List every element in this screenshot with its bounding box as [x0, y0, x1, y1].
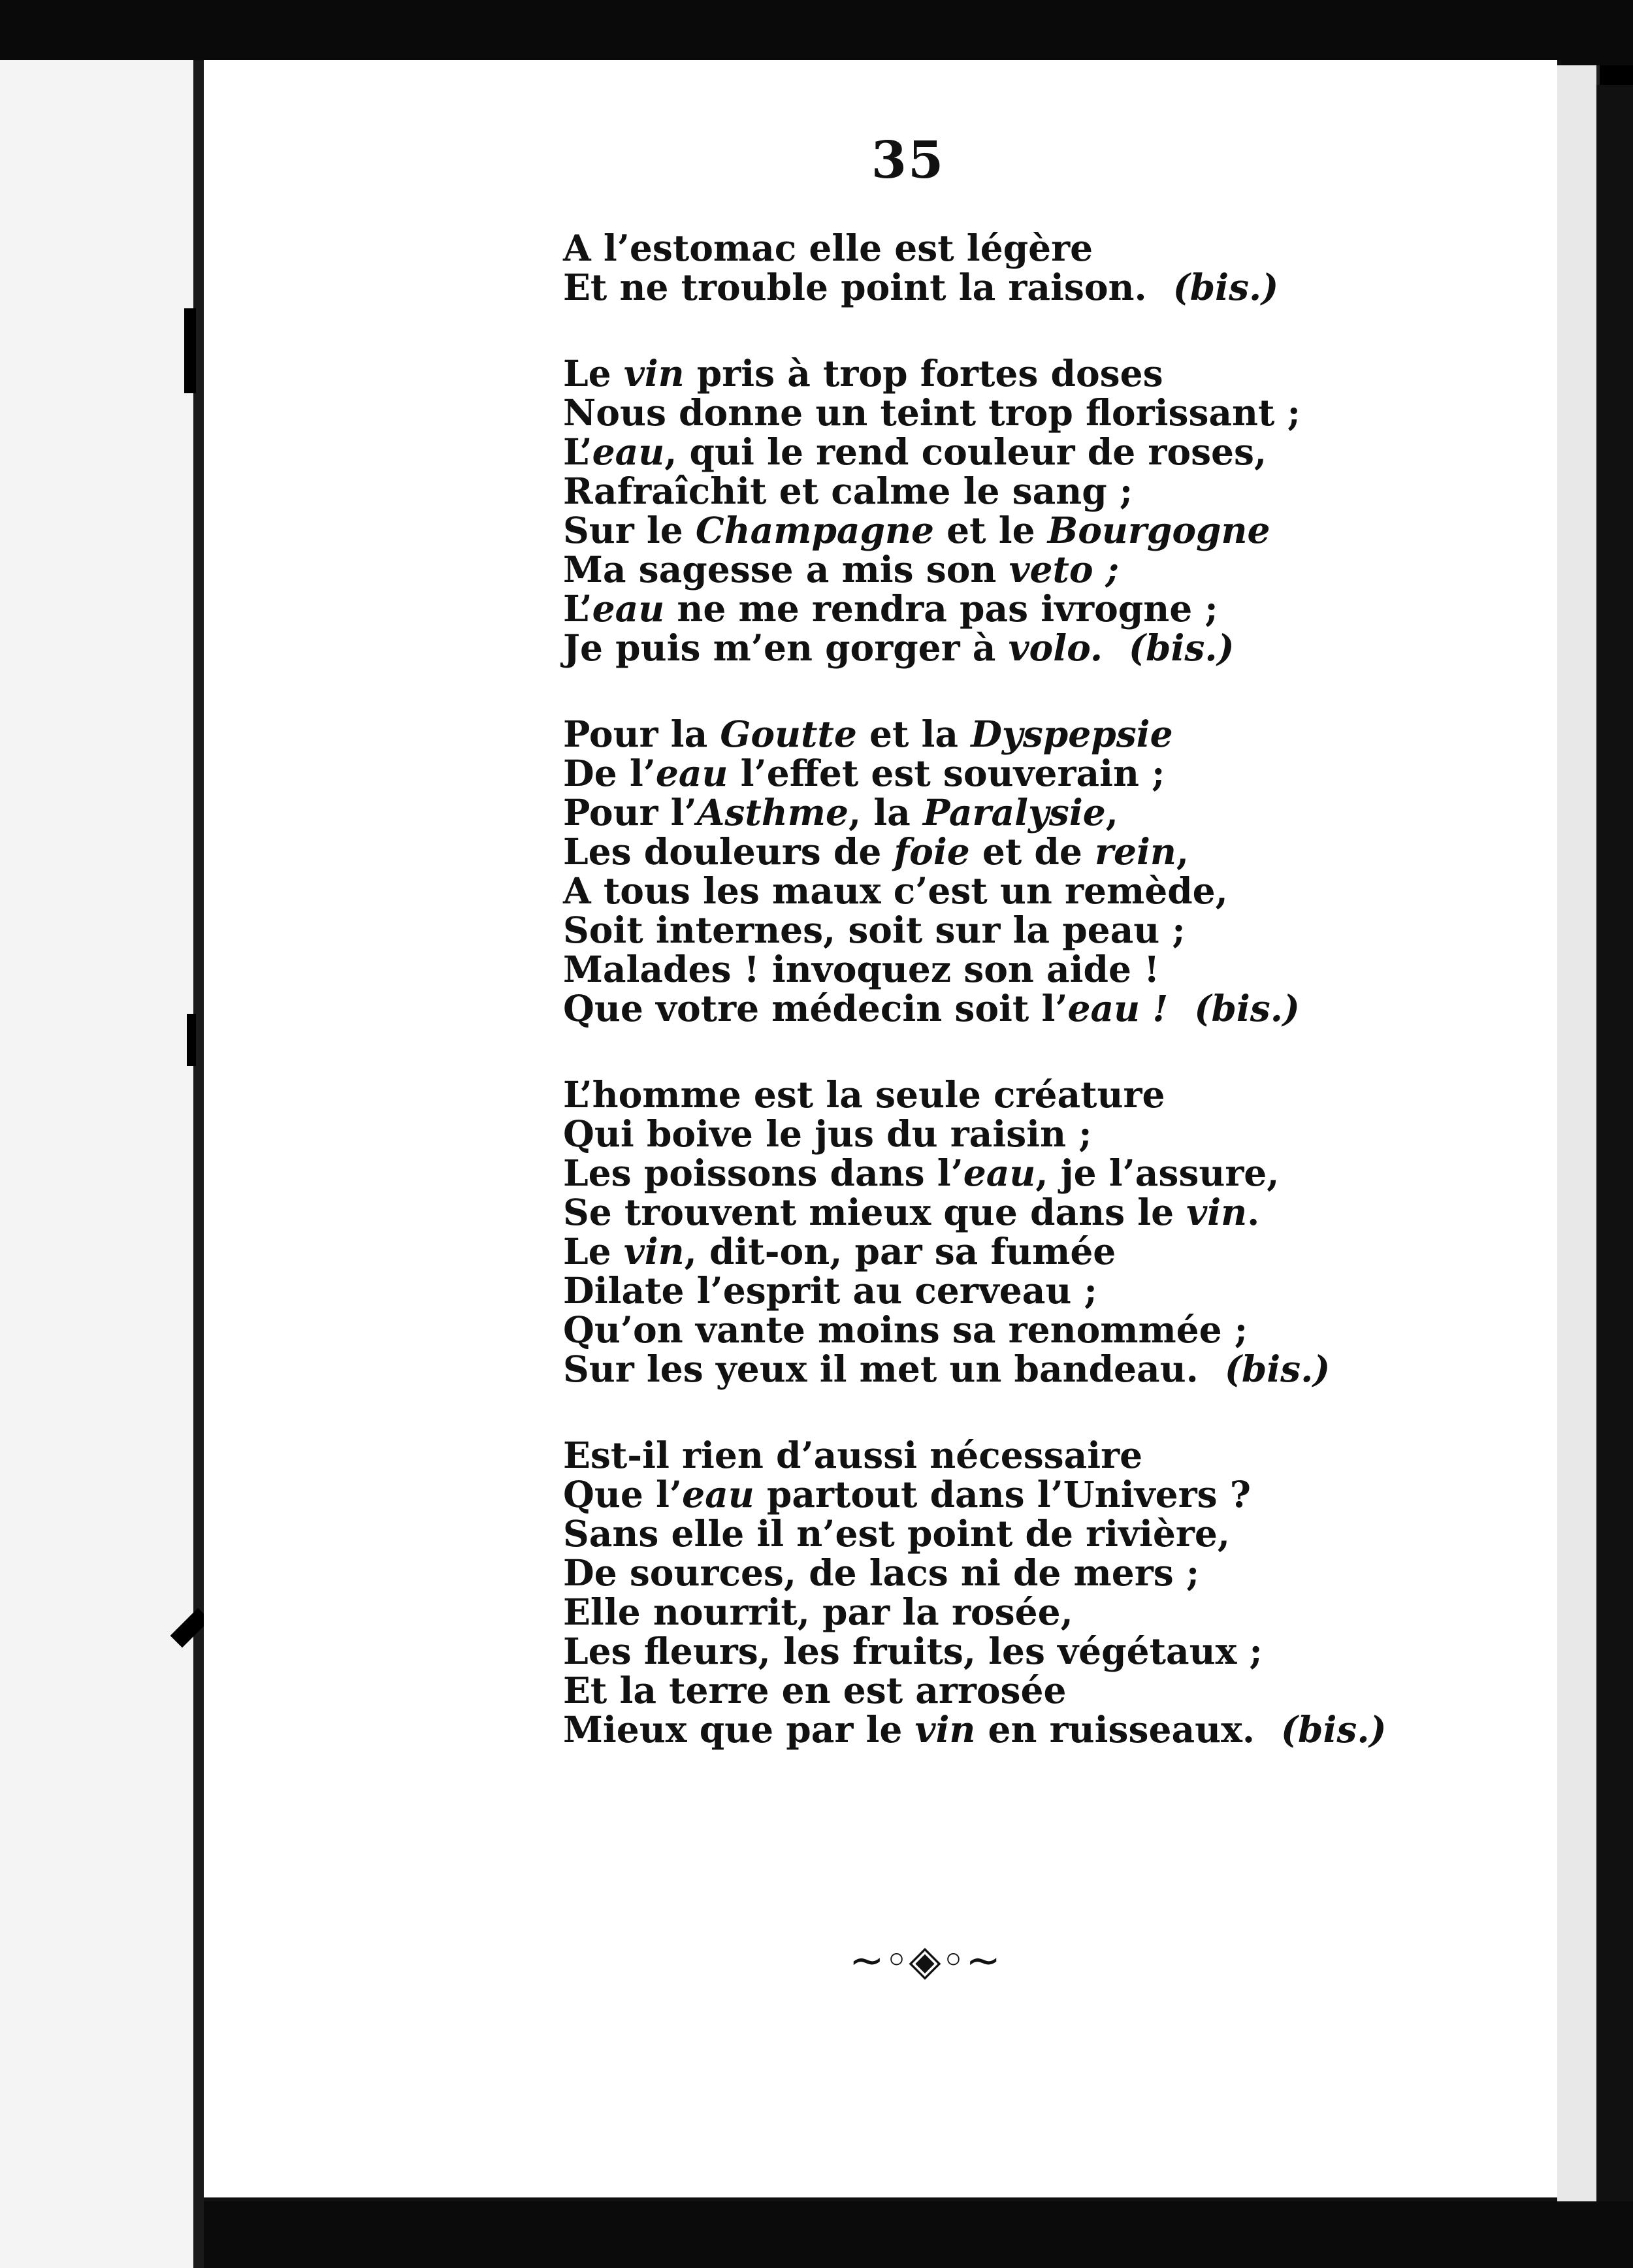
- scan-background-top: [0, 0, 1633, 65]
- verse-text-italic: volo.: [1008, 626, 1103, 669]
- verse-text: L’: [563, 587, 592, 630]
- verse-text: Ma sagesse a mis son: [563, 548, 1009, 591]
- verse-line: [563, 1514, 1412, 1553]
- verse-text-italic: vin: [1186, 1191, 1248, 1233]
- verse-line: [563, 1232, 1412, 1271]
- verse-text-italic: vin: [623, 352, 685, 395]
- verse-text-italic: eau: [592, 587, 665, 630]
- verse-text: ne me rendra pas ivrogne ;: [664, 587, 1218, 630]
- verse-text: Le: [563, 352, 624, 395]
- verse-text: partout dans l’Univers ?: [754, 1473, 1251, 1515]
- verse-line: [563, 871, 1412, 911]
- verse-line: [563, 550, 1412, 589]
- verse-text-italic: Asthme: [696, 791, 849, 834]
- verse-text-italic: Champagne: [695, 509, 935, 551]
- verse-line: [563, 1114, 1412, 1154]
- verse-text-italic: veto ;: [1009, 548, 1120, 591]
- verse-line: [563, 354, 1412, 393]
- verse-line: [563, 715, 1412, 754]
- verse-line: [563, 1553, 1412, 1593]
- verse-text-italic: vin: [914, 1708, 976, 1751]
- verse-line: [563, 393, 1412, 432]
- scan-background-right: [1596, 85, 1633, 2268]
- verse-text: et la: [856, 713, 971, 755]
- verse-text-italic: foie: [894, 830, 970, 873]
- verse-text: Rafraîchit et calme le sang ;: [563, 470, 1133, 512]
- verse-line: [563, 1671, 1412, 1710]
- facing-page-edge: [0, 60, 196, 2268]
- verse-text: L’homme est la seule créature: [563, 1073, 1165, 1116]
- verse-text: A l’estomac elle est légère: [563, 227, 1093, 269]
- verse-line: [563, 754, 1412, 793]
- verse-text: .: [1247, 1191, 1260, 1233]
- verse-text: ,: [1105, 791, 1118, 834]
- page-number: 35: [871, 131, 945, 190]
- verse-text: Dilate l’esprit au cerveau ;: [563, 1269, 1097, 1312]
- verse-text: Sans elle il n’est point de rivière,: [563, 1512, 1230, 1555]
- verse-line: [563, 229, 1412, 268]
- verse-text: , dit-on, par sa fumée: [684, 1230, 1116, 1272]
- verse-text: Je puis m’en gorger à: [563, 626, 1009, 669]
- verse-text-italic: eau: [592, 430, 665, 473]
- verse-text: et de: [969, 830, 1095, 873]
- verse-text-italic: Dyspepsie: [971, 713, 1173, 755]
- verse-line: [563, 432, 1412, 472]
- verse-line: [563, 1710, 1412, 1749]
- verse-text: Malades ! invoquez son aide !: [563, 948, 1160, 990]
- verse-text: Que l’: [563, 1473, 683, 1515]
- verse-line: [563, 1350, 1412, 1389]
- verse-line: [563, 628, 1412, 668]
- page-stack-edge: [1557, 65, 1600, 2201]
- verse-line: [563, 989, 1412, 1028]
- verse-text-italic: eau !: [1067, 987, 1169, 1029]
- verse-text: Pour la: [563, 713, 720, 755]
- scan-background-bottom: [204, 2201, 1633, 2268]
- verse-line: [563, 911, 1412, 950]
- verse-text: Mieux que par le: [563, 1708, 915, 1751]
- stanza: [563, 1436, 1412, 1749]
- gutter-mark: [187, 1014, 196, 1066]
- verse-line: [563, 1632, 1412, 1671]
- verse-text-italic: eau: [963, 1152, 1036, 1194]
- verse-line: [563, 1310, 1412, 1350]
- bis-marker: (bis.): [1194, 987, 1300, 1029]
- verse-text: Qu’on vante moins sa renommée ;: [563, 1308, 1248, 1351]
- verse-text: Est-il rien d’aussi nécessaire: [563, 1434, 1143, 1476]
- verse-text: Elle nourrit, par la rosée,: [563, 1591, 1073, 1633]
- stanza: [563, 354, 1412, 668]
- verse-text-italic: Paralysie: [922, 791, 1106, 834]
- verse-text: pris à trop fortes doses: [684, 352, 1163, 395]
- verse-line: [563, 511, 1412, 550]
- verse-text-italic: rein: [1095, 830, 1176, 873]
- verse-text: A tous les maux c’est un remède,: [563, 869, 1228, 912]
- verse-text-italic: eau: [682, 1473, 754, 1515]
- verse-text: , qui le rend couleur de roses,: [664, 430, 1267, 473]
- verse-text: Et la terre en est arrosée: [563, 1669, 1067, 1711]
- verse-line: [563, 1193, 1412, 1232]
- verse-line: [563, 1593, 1412, 1632]
- verse-text: Les douleurs de: [563, 830, 894, 873]
- verse-line: [563, 950, 1412, 989]
- verse-text: Pour l’: [563, 791, 697, 834]
- bis-marker: (bis.): [1281, 1708, 1387, 1751]
- verse-text: Le: [563, 1230, 624, 1272]
- stanza: [563, 1075, 1412, 1389]
- bis-marker: (bis.): [1128, 626, 1235, 669]
- binding-gutter: [193, 60, 204, 2268]
- verse-text: De l’: [563, 752, 656, 794]
- verse-text: ,: [1176, 830, 1189, 873]
- verse-text: Les fleurs, les fruits, les végétaux ;: [563, 1630, 1263, 1672]
- verse-text: Sur les yeux il met un bandeau.: [563, 1348, 1199, 1390]
- verse-line: [563, 472, 1412, 511]
- verse-text-italic: vin: [623, 1230, 685, 1272]
- gutter-mark: [184, 308, 196, 393]
- verse-text: Les poissons dans l’: [563, 1152, 963, 1194]
- verse-text: , la: [848, 791, 923, 834]
- verse-line: [563, 1154, 1412, 1193]
- verse-text: Et ne trouble point la raison.: [563, 266, 1147, 308]
- verse-line: [563, 589, 1412, 628]
- stanza: [563, 229, 1412, 307]
- verse-text: en ruisseaux.: [975, 1708, 1255, 1751]
- bis-marker: (bis.): [1172, 266, 1279, 308]
- verse-text: Soit internes, soit sur la peau ;: [563, 909, 1186, 951]
- verse-text: et le: [934, 509, 1048, 551]
- verse-text: Nous donne un teint trop florissant ;: [563, 391, 1301, 434]
- bis-marker: (bis.): [1224, 1348, 1331, 1390]
- verse-text: Qui boive le jus du raisin ;: [563, 1112, 1092, 1155]
- verse-text-italic: eau: [655, 752, 728, 794]
- stanza: [563, 715, 1412, 1028]
- verse-line: [563, 1475, 1412, 1514]
- verse-text: Que votre médecin soit l’: [563, 987, 1068, 1029]
- decorative-ornament-icon: ~◦◈◦~: [849, 1937, 1001, 1985]
- verse-text: Se trouvent mieux que dans le: [563, 1191, 1187, 1233]
- verse-text: De sources, de lacs ni de mers ;: [563, 1551, 1200, 1594]
- verse-text: l’effet est souverain ;: [728, 752, 1165, 794]
- verse-text: L’: [563, 430, 592, 473]
- verse-line: [563, 832, 1412, 871]
- verse-line: [563, 1271, 1412, 1310]
- verse-text: , je l’assure,: [1035, 1152, 1280, 1194]
- verse-text-italic: Goutte: [720, 713, 857, 755]
- verse-line: [563, 1436, 1412, 1475]
- verse-line: [563, 793, 1412, 832]
- verse-text: Sur le: [563, 509, 696, 551]
- verse-text-italic: Bourgogne: [1047, 509, 1270, 551]
- poem-text: [563, 229, 1412, 1796]
- verse-line: [563, 1075, 1412, 1114]
- verse-line: [563, 268, 1412, 307]
